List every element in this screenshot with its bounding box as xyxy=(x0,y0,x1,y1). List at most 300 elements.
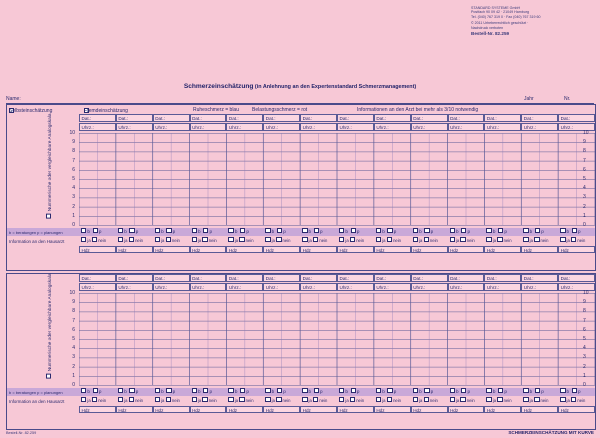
ja-checkbox[interactable] xyxy=(192,397,197,402)
scale-number-left: 5 xyxy=(72,336,75,342)
time-field[interactable] xyxy=(411,283,448,291)
signature-label: Hdz xyxy=(155,248,164,253)
panel-header-row xyxy=(7,105,595,114)
time-label: Uhrz.: xyxy=(118,285,131,290)
ja-checkbox[interactable] xyxy=(228,397,233,402)
date-label: Dat.: xyxy=(339,116,350,121)
ja-checkbox[interactable] xyxy=(450,397,455,402)
p-checkbox[interactable] xyxy=(387,388,392,393)
date-label: Dat.: xyxy=(413,116,423,121)
time-label: Uhrz.: xyxy=(155,125,168,130)
date-label: Dat.: xyxy=(302,116,313,121)
b-checkbox[interactable] xyxy=(81,228,86,233)
bp-cell xyxy=(560,388,597,395)
ja-checkbox[interactable] xyxy=(118,397,123,402)
nein-checkbox[interactable] xyxy=(350,237,355,242)
nein-checkbox[interactable] xyxy=(129,237,134,242)
time-field[interactable] xyxy=(300,283,337,291)
info-row-label: Information an den Hausarzt xyxy=(9,399,65,404)
time-field[interactable] xyxy=(448,283,485,291)
bp-cell xyxy=(81,388,118,395)
b-checkbox[interactable] xyxy=(486,228,491,233)
time-field[interactable] xyxy=(226,123,263,131)
p-checkbox[interactable] xyxy=(277,388,282,393)
b-label: b xyxy=(234,229,238,234)
nein-checkbox[interactable] xyxy=(460,237,465,242)
time-field[interactable] xyxy=(374,283,411,291)
signature-field[interactable] xyxy=(79,406,116,413)
signature-field[interactable] xyxy=(558,246,595,253)
b-label: b xyxy=(271,229,275,234)
ja-label: ja xyxy=(529,238,533,243)
time-field[interactable] xyxy=(116,123,153,131)
ja-checkbox[interactable] xyxy=(523,237,528,242)
time-field[interactable] xyxy=(190,283,227,291)
signature-field[interactable] xyxy=(484,246,521,253)
signature-field[interactable] xyxy=(190,406,227,413)
signature-field[interactable] xyxy=(153,406,190,413)
date-label: Dat.: xyxy=(192,276,202,281)
p-checkbox[interactable] xyxy=(166,228,171,233)
time-field[interactable] xyxy=(448,123,485,131)
ja-checkbox[interactable] xyxy=(118,237,123,242)
date-label: Dat.: xyxy=(265,116,276,121)
ja-checkbox[interactable] xyxy=(376,397,381,402)
date-field[interactable] xyxy=(226,274,263,282)
nein-checkbox[interactable] xyxy=(313,397,318,402)
nein-checkbox[interactable] xyxy=(387,237,392,242)
p-checkbox[interactable] xyxy=(314,228,319,233)
b-checkbox[interactable] xyxy=(560,228,565,233)
info-cell xyxy=(155,397,192,404)
p-label: p xyxy=(283,229,286,234)
info-cell xyxy=(118,397,155,404)
scale-number-right: 1 xyxy=(583,372,586,379)
nein-checkbox[interactable] xyxy=(424,237,429,242)
nein-label: nein xyxy=(577,398,586,403)
ja-checkbox[interactable] xyxy=(302,237,307,242)
ja-checkbox[interactable] xyxy=(413,397,418,402)
p-label: p xyxy=(98,229,102,234)
p-checkbox[interactable] xyxy=(535,388,540,393)
ja-checkbox[interactable] xyxy=(81,397,86,402)
publisher-order-number: Bestell-Nr. 82.259 xyxy=(471,31,510,37)
ja-label: ja xyxy=(566,238,570,243)
nein-checkbox[interactable] xyxy=(534,397,539,402)
p-checkbox[interactable] xyxy=(93,228,98,233)
ja-label: ja xyxy=(382,238,386,243)
time-field[interactable] xyxy=(411,123,448,131)
p-checkbox[interactable] xyxy=(203,388,208,393)
nein-checkbox[interactable] xyxy=(92,397,97,402)
b-label: b xyxy=(455,229,459,234)
bp-cell xyxy=(523,228,560,235)
nein-label: nein xyxy=(171,238,180,243)
scale-checkbox[interactable] xyxy=(46,214,51,219)
pain-chart-grid[interactable] xyxy=(79,293,595,386)
p-label: p xyxy=(320,389,323,394)
date-field[interactable] xyxy=(116,274,153,282)
b-label: b xyxy=(308,389,312,394)
time-field[interactable] xyxy=(153,123,190,131)
signature-field[interactable] xyxy=(521,406,558,413)
scale-number-right: 4 xyxy=(583,185,586,192)
signature-field[interactable] xyxy=(190,246,227,253)
date-field[interactable] xyxy=(263,274,300,282)
b-checkbox[interactable] xyxy=(228,228,233,233)
bp-cell xyxy=(155,388,192,395)
analog-scale-label xyxy=(46,273,53,379)
p-checkbox[interactable] xyxy=(535,228,540,233)
scale-number-right: 3 xyxy=(583,194,586,201)
nein-checkbox[interactable] xyxy=(497,397,502,402)
date-field[interactable] xyxy=(411,114,448,122)
nein-label: nein xyxy=(208,398,217,403)
ja-label: ja xyxy=(566,398,570,403)
nein-checkbox[interactable] xyxy=(166,237,171,242)
signature-field[interactable] xyxy=(558,406,595,413)
p-checkbox[interactable] xyxy=(240,228,245,233)
date-field[interactable] xyxy=(190,114,227,122)
b-checkbox[interactable] xyxy=(192,228,197,233)
date-field[interactable] xyxy=(79,274,116,282)
date-field[interactable] xyxy=(300,114,337,122)
nein-checkbox[interactable] xyxy=(571,397,576,402)
b-checkbox[interactable] xyxy=(118,228,123,233)
b-checkbox[interactable] xyxy=(302,228,307,233)
date-field[interactable] xyxy=(521,274,558,282)
nein-checkbox[interactable] xyxy=(129,397,134,402)
b-label: b xyxy=(308,229,312,234)
signature-field[interactable] xyxy=(263,406,300,413)
time-field[interactable] xyxy=(153,283,190,291)
b-checkbox[interactable] xyxy=(450,228,455,233)
b-checkbox[interactable] xyxy=(376,228,381,233)
b-label: b xyxy=(197,389,201,394)
signature-field[interactable] xyxy=(411,406,448,413)
nein-label: nein xyxy=(282,238,291,243)
ja-checkbox[interactable] xyxy=(339,237,344,242)
date-field[interactable] xyxy=(153,114,190,122)
time-field[interactable] xyxy=(263,123,300,131)
nein-checkbox[interactable] xyxy=(239,237,244,242)
date-label: Dat.: xyxy=(155,116,165,121)
signature-field[interactable] xyxy=(226,246,263,253)
ja-checkbox[interactable] xyxy=(155,397,160,402)
nein-checkbox[interactable] xyxy=(276,237,281,242)
b-checkbox[interactable] xyxy=(81,388,86,393)
nein-label: nein xyxy=(356,238,365,243)
ja-checkbox[interactable] xyxy=(155,237,160,242)
date-field[interactable] xyxy=(116,114,153,122)
b-checkbox[interactable] xyxy=(523,388,528,393)
b-checkbox[interactable] xyxy=(192,388,197,393)
b-label: b xyxy=(566,389,570,394)
time-field[interactable] xyxy=(116,283,153,291)
p-checkbox[interactable] xyxy=(203,228,208,233)
time-label: Uhrz.: xyxy=(118,125,131,130)
p-label: p xyxy=(430,229,434,234)
date-field[interactable] xyxy=(484,114,521,122)
ja-label: ja xyxy=(492,398,497,403)
scale-number-left: 6 xyxy=(72,326,75,333)
date-field[interactable] xyxy=(153,274,190,282)
scale-number-left: 3 xyxy=(72,354,75,361)
date-field[interactable] xyxy=(300,274,337,282)
time-field[interactable] xyxy=(79,123,116,131)
signature-field[interactable] xyxy=(263,246,300,253)
bp-cell xyxy=(192,228,229,235)
signature-field[interactable] xyxy=(79,246,116,253)
doctor-info-note: Informationen an den Arzt bei mehr als 3/10 notwendig xyxy=(357,106,479,113)
b-checkbox[interactable] xyxy=(413,388,418,393)
nein-checkbox[interactable] xyxy=(202,237,207,242)
nr-label: Nr. xyxy=(564,96,571,102)
p-checkbox[interactable] xyxy=(351,228,356,233)
nein-checkbox[interactable] xyxy=(313,237,318,242)
b-checkbox[interactable] xyxy=(155,388,160,393)
p-label: p xyxy=(430,389,434,394)
ja-checkbox[interactable] xyxy=(228,237,233,242)
b-label: b xyxy=(419,389,422,394)
date-field[interactable] xyxy=(79,114,116,122)
time-label: Uhrz.: xyxy=(339,285,352,290)
b-checkbox[interactable] xyxy=(560,388,565,393)
nein-label: nein xyxy=(466,238,475,243)
pain-chart-grid[interactable] xyxy=(79,133,595,226)
time-label: Uhrz.: xyxy=(192,285,205,290)
ja-checkbox[interactable] xyxy=(376,237,381,242)
time-field[interactable] xyxy=(374,123,411,131)
time-label: Uhrz.: xyxy=(302,125,315,130)
signature-label: Hdz xyxy=(560,248,569,253)
b-checkbox[interactable] xyxy=(265,388,270,393)
ja-label: ja xyxy=(308,398,312,403)
signature-field[interactable] xyxy=(300,406,337,413)
time-label: Uhrz.: xyxy=(450,285,463,290)
bp-cell xyxy=(265,388,302,395)
ja-checkbox[interactable] xyxy=(450,237,455,242)
b-checkbox[interactable] xyxy=(486,388,491,393)
signature-field[interactable] xyxy=(116,406,153,413)
b-checkbox[interactable] xyxy=(339,388,344,393)
signature-field[interactable] xyxy=(226,406,263,413)
b-checkbox[interactable] xyxy=(118,388,123,393)
ja-checkbox[interactable] xyxy=(302,397,307,402)
signature-field[interactable] xyxy=(448,406,485,413)
nein-checkbox[interactable] xyxy=(350,397,355,402)
time-field[interactable] xyxy=(521,123,558,131)
p-checkbox[interactable] xyxy=(277,228,282,233)
p-checkbox[interactable] xyxy=(129,228,134,233)
nein-checkbox[interactable] xyxy=(276,397,281,402)
date-field[interactable] xyxy=(374,114,411,122)
scale-number-right: 6 xyxy=(583,326,586,333)
signature-label: Hdz xyxy=(81,248,90,253)
date-field[interactable] xyxy=(226,114,263,122)
analog-scale-text: Nummerische oder vergleichbare Analogskala xyxy=(48,273,53,372)
time-field[interactable] xyxy=(263,283,300,291)
ja-checkbox[interactable] xyxy=(486,237,491,242)
p-checkbox[interactable] xyxy=(461,228,466,233)
ja-checkbox[interactable] xyxy=(265,397,270,402)
p-checkbox[interactable] xyxy=(351,388,356,393)
p-checkbox[interactable] xyxy=(572,388,577,393)
signature-field[interactable] xyxy=(484,406,521,413)
signature-field[interactable] xyxy=(153,246,190,253)
time-field[interactable] xyxy=(226,283,263,291)
p-checkbox[interactable] xyxy=(129,388,134,393)
time-label: Uhrz.: xyxy=(81,125,94,130)
nein-checkbox[interactable] xyxy=(166,397,171,402)
time-label: Uhrz.: xyxy=(228,285,242,290)
time-field[interactable] xyxy=(190,123,227,131)
date-label: Dat.: xyxy=(265,276,276,281)
time-label: Uhrz.: xyxy=(376,285,389,290)
date-field[interactable] xyxy=(337,274,374,282)
assessment-panel-2 xyxy=(6,273,596,430)
p-label: p xyxy=(98,389,102,394)
info-cell xyxy=(560,397,597,404)
p-checkbox[interactable] xyxy=(314,388,319,393)
scale-number-left: 6 xyxy=(72,166,75,173)
ja-checkbox[interactable] xyxy=(81,237,86,242)
ja-checkbox[interactable] xyxy=(486,397,491,402)
b-checkbox[interactable] xyxy=(155,228,160,233)
date-label: Dat.: xyxy=(560,276,571,281)
info-cell xyxy=(450,237,487,244)
ja-checkbox[interactable] xyxy=(523,397,528,402)
time-field[interactable] xyxy=(484,123,521,131)
signature-field[interactable] xyxy=(448,246,485,253)
p-label: p xyxy=(356,389,360,394)
ja-checkbox[interactable] xyxy=(413,237,418,242)
signature-field[interactable] xyxy=(374,406,411,413)
b-checkbox[interactable] xyxy=(265,228,270,233)
p-checkbox[interactable] xyxy=(498,228,503,233)
nein-checkbox[interactable] xyxy=(497,237,502,242)
signature-field[interactable] xyxy=(374,246,411,253)
p-checkbox[interactable] xyxy=(424,228,429,233)
p-checkbox[interactable] xyxy=(461,388,466,393)
bp-cell xyxy=(155,228,192,235)
b-checkbox[interactable] xyxy=(339,228,344,233)
nein-checkbox[interactable] xyxy=(202,397,207,402)
p-checkbox[interactable] xyxy=(240,388,245,393)
scale-number-right: 3 xyxy=(583,354,586,361)
date-field[interactable] xyxy=(337,114,374,122)
info-cell xyxy=(81,237,118,244)
nein-label: nein xyxy=(282,398,291,403)
date-label: Dat.: xyxy=(192,116,202,121)
ja-checkbox[interactable] xyxy=(265,237,270,242)
signature-field[interactable] xyxy=(337,406,374,413)
footer-form-title: SCHMERZEINSCHÄTZUNG MIT KURVE xyxy=(508,430,594,435)
nein-checkbox[interactable] xyxy=(534,237,539,242)
p-checkbox[interactable] xyxy=(424,388,429,393)
date-field[interactable] xyxy=(263,114,300,122)
b-checkbox[interactable] xyxy=(523,228,528,233)
scale-number-left: 10 xyxy=(69,290,75,296)
publisher-block xyxy=(471,6,596,36)
nein-checkbox[interactable] xyxy=(424,397,429,402)
time-field[interactable] xyxy=(484,283,521,291)
scale-number-right: 6 xyxy=(583,166,586,173)
signature-label: Hdz xyxy=(486,248,496,253)
scale-number-left: 10 xyxy=(69,130,75,136)
publisher-copyright: © 2011 Urheberrechtlich geschützt · xyxy=(471,21,529,26)
p-checkbox[interactable] xyxy=(166,388,171,393)
b-checkbox[interactable] xyxy=(413,228,418,233)
date-field[interactable] xyxy=(374,274,411,282)
nein-label: nein xyxy=(171,398,180,403)
ja-checkbox[interactable] xyxy=(560,397,565,402)
time-label: Uhrz.: xyxy=(302,285,315,290)
nein-checkbox[interactable] xyxy=(460,397,465,402)
signature-label: Hdz xyxy=(302,408,311,413)
date-field[interactable] xyxy=(448,274,485,282)
date-field[interactable] xyxy=(411,274,448,282)
nein-checkbox[interactable] xyxy=(387,397,392,402)
b-checkbox[interactable] xyxy=(228,388,233,393)
time-field[interactable] xyxy=(79,283,116,291)
nein-label: nein xyxy=(466,398,475,403)
signature-field[interactable] xyxy=(116,246,153,253)
signature-field[interactable] xyxy=(300,246,337,253)
b-checkbox[interactable] xyxy=(450,388,455,393)
date-label: Dat.: xyxy=(450,116,460,121)
scale-number-left: 2 xyxy=(72,203,75,210)
scale-checkbox[interactable] xyxy=(46,374,51,379)
time-field[interactable] xyxy=(300,123,337,131)
p-checkbox[interactable] xyxy=(498,388,503,393)
signature-field[interactable] xyxy=(337,246,374,253)
signature-field[interactable] xyxy=(521,246,558,253)
signature-label: Hdz xyxy=(486,408,496,413)
date-field[interactable] xyxy=(190,274,227,282)
b-checkbox[interactable] xyxy=(302,388,307,393)
date-field[interactable] xyxy=(521,114,558,122)
p-checkbox[interactable] xyxy=(387,228,392,233)
ja-checkbox[interactable] xyxy=(339,397,344,402)
date-label: Dat.: xyxy=(486,116,497,121)
p-label: p xyxy=(135,229,139,234)
date-field[interactable] xyxy=(558,114,595,122)
ja-checkbox[interactable] xyxy=(192,237,197,242)
date-field[interactable] xyxy=(484,274,521,282)
scale-number-right: 8 xyxy=(583,148,586,155)
b-checkbox[interactable] xyxy=(376,388,381,393)
ja-checkbox[interactable] xyxy=(560,237,565,242)
ja-label: ja xyxy=(529,398,533,403)
time-field[interactable] xyxy=(337,123,374,131)
bp-cell xyxy=(560,228,597,235)
date-label: Dat.: xyxy=(118,276,129,281)
p-checkbox[interactable] xyxy=(572,228,577,233)
b-label: b xyxy=(345,229,348,234)
time-field[interactable] xyxy=(521,283,558,291)
date-field[interactable] xyxy=(448,114,485,122)
p-checkbox[interactable] xyxy=(93,388,98,393)
p-label: p xyxy=(541,389,544,394)
time-field[interactable] xyxy=(337,283,374,291)
date-field[interactable] xyxy=(558,274,595,282)
signature-field[interactable] xyxy=(411,246,448,253)
b-label: b xyxy=(455,389,459,394)
nein-checkbox[interactable] xyxy=(92,237,97,242)
nein-checkbox[interactable] xyxy=(571,237,576,242)
nein-checkbox[interactable] xyxy=(239,397,244,402)
